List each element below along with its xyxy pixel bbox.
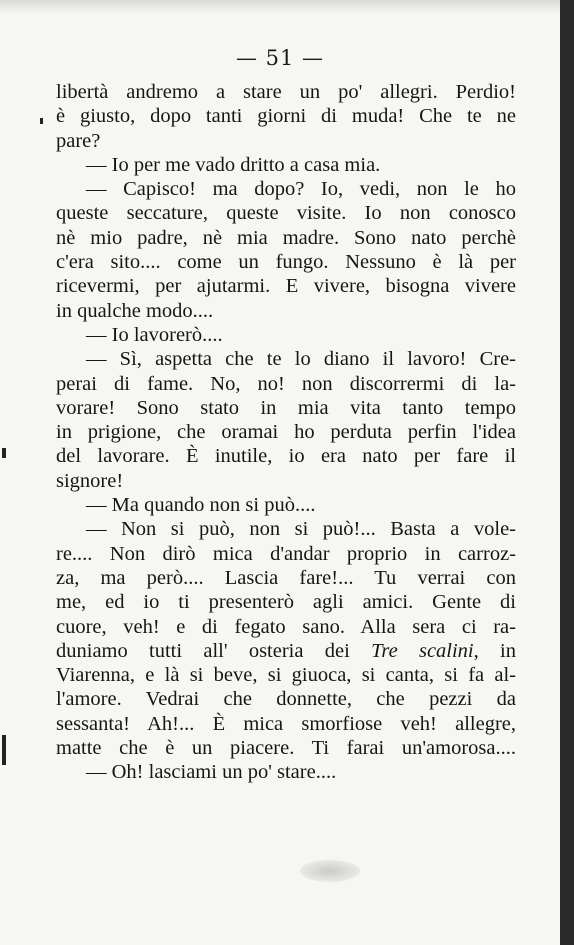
text-line (56, 639, 516, 663)
text-line (56, 517, 516, 541)
text-line-content: — Capisco! ma dopo? Io, vedi, non le ho (86, 178, 516, 201)
text-line-content: — Io lavorerò.... (86, 323, 223, 346)
text-line-content: in qualche modo.... (56, 299, 214, 322)
text-line (56, 566, 516, 590)
text-line-content: nè mio padre, nè mia madre. Sono nato perchè (56, 226, 516, 249)
text-line-content: è giusto, dopo tanti giorni di muda! Che te ne (56, 105, 516, 128)
margin-mark (2, 735, 6, 765)
text-line-content: — Oh! lasciami un po' stare.... (86, 761, 337, 784)
text-line (56, 420, 516, 444)
text-line-content: c'era sito.... come un fungo. Nessuno è là per (56, 251, 516, 274)
text-line-content: — Ma quando non si può.... (86, 494, 316, 517)
text-line-content: in prigione, che oramai ho perduta perfin l'idea (56, 421, 516, 444)
text-line (56, 687, 516, 711)
text-line (56, 736, 516, 760)
text-line (56, 299, 516, 323)
text-line-content: duniamo tutti all' osteria dei (56, 639, 350, 662)
text-line-content: me, ed io ti presenterò agli amici. Gente di (56, 591, 516, 614)
text-line-content: za, ma però.... Lascia fare!... Tu verrai con (56, 566, 516, 589)
text-line-content: cuore, veh! e di fegato sano. Alla sera ci ra- (56, 615, 516, 638)
page-top-shadow (0, 0, 560, 14)
text-line-content: l'amore. Vedrai che donnette, che pezzi da (56, 688, 516, 711)
text-line (56, 590, 516, 614)
text-line (56, 347, 516, 371)
text-line-content: queste seccature, queste visite. Io non conosco (56, 202, 516, 225)
text-line-content: — Sì, aspetta che te lo diano il lavoro! Cre- (86, 348, 516, 371)
italic-place-name: Tre scalini (371, 639, 474, 662)
text-line-content: vorare! Sono stato in mia vita tanto tempo (56, 396, 516, 419)
text-line (56, 250, 516, 274)
text-line-content: re.... Non dirò mica d'andar proprio in carroz- (56, 542, 516, 565)
text-line (56, 396, 516, 420)
text-line-content: perai di fame. No, no! non discorrermi di la- (56, 372, 516, 395)
margin-mark (40, 118, 43, 124)
page-body-text (56, 80, 516, 785)
text-line (56, 177, 516, 201)
text-line-content: Viarenna, e là si beve, si giuoca, si canta, si fa al- (56, 664, 516, 687)
text-line-content: libertà andremo a stare un po' allegri. Perdio! (56, 81, 516, 103)
text-line (56, 274, 516, 298)
text-line-content: — Io per me vado dritto a casa mia. (86, 153, 381, 176)
text-line-content: sessanta! Ah!... È mica smorfiose veh! allegre, (56, 712, 516, 735)
text-line-content: ricevermi, per ajutarmi. E vivere, bisogna vivere (56, 275, 516, 298)
text-line (56, 226, 516, 250)
ink-stain (300, 860, 360, 882)
text-line (56, 129, 516, 153)
text-line (56, 153, 516, 177)
text-line-tail: , in (473, 639, 516, 662)
text-line-content: — Non si può, non si può!... Basta a vole- (86, 518, 516, 541)
text-line (56, 493, 516, 517)
text-line (56, 80, 516, 104)
text-line (56, 444, 516, 468)
text-line (56, 372, 516, 396)
text-line (56, 712, 516, 736)
text-line (56, 542, 516, 566)
text-line (56, 760, 516, 784)
text-line (56, 469, 516, 493)
page-number: — 51 — (235, 46, 325, 70)
text-line (56, 323, 516, 347)
text-line (56, 104, 516, 128)
margin-mark (2, 448, 6, 458)
text-line (56, 663, 516, 687)
text-line-content: signore! (56, 469, 124, 492)
text-line (56, 201, 516, 225)
text-line-content: del lavorare. È inutile, io era nato per fare il (56, 445, 516, 468)
text-line-content: pare? (56, 129, 101, 152)
text-line-content: matte che è un piacere. Ti farai un'amorosa.... (56, 737, 516, 760)
text-line (56, 615, 516, 639)
